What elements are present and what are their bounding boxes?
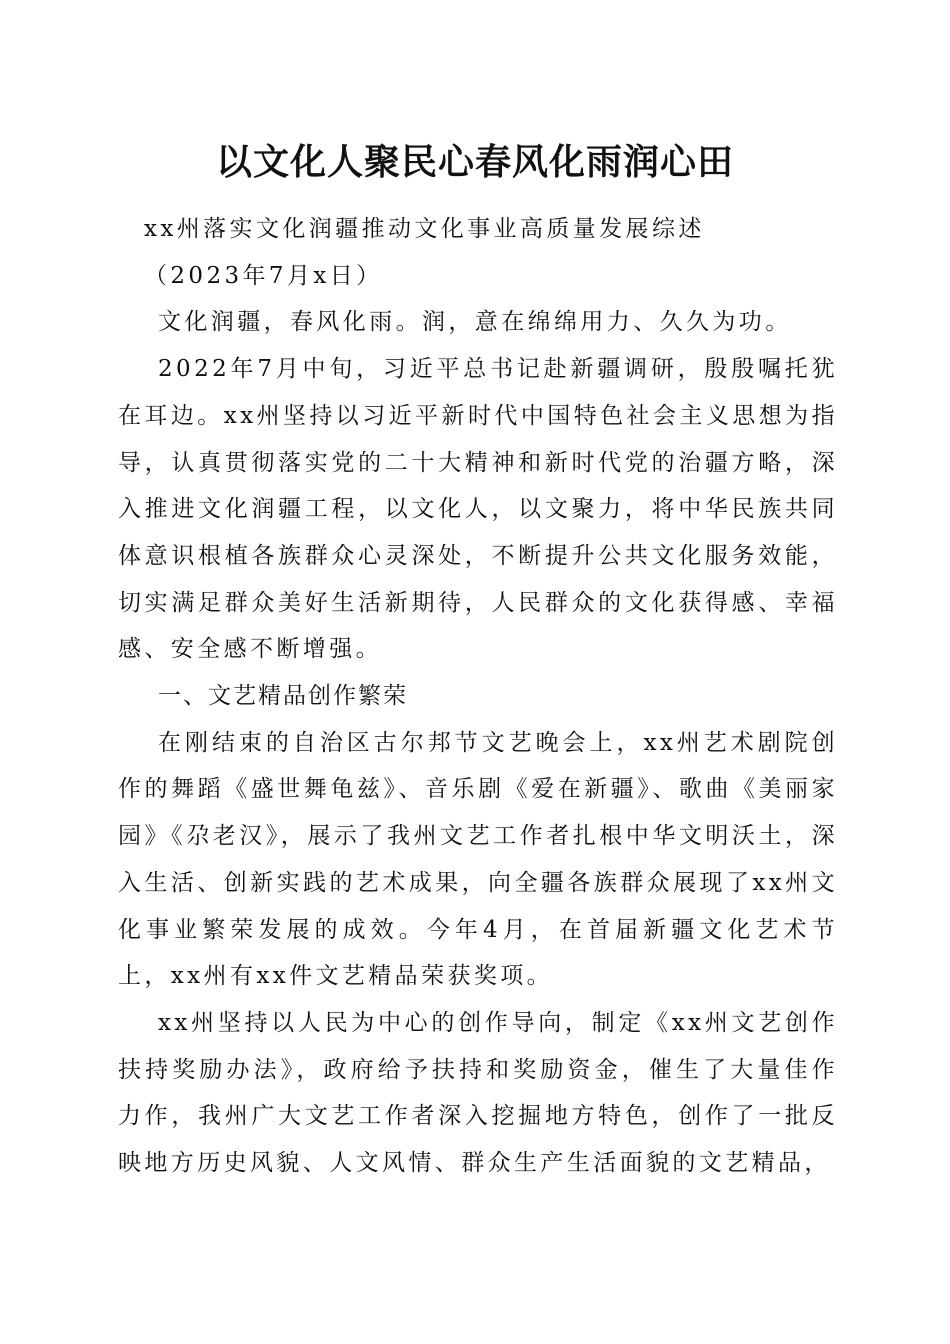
section-paragraph: 在刚结束的自治区古尔邦节文艺晚会上，xx州艺术剧院创作的舞蹈《盛世舞龟兹》、音乐剧《爱在新疆》、歌曲《美丽家园》《尕老汉》，展示了我州文艺工作者扎根中华文明沃土，深入生活、创新实践的艺术成果，向全疆各族群众展现了xx州文化事业繁荣发展的成效。今年4月，在首届新疆文化艺术节上，xx州有xx件文艺精品荣获奖项。: [118, 729, 838, 990]
background-paragraph: 2022年7月中旬，习近平总书记赴新疆调研，殷殷嘱托犹在耳边。xx州坚持以习近平新时代中国特色社会主义思想为指导，认真贯彻落实党的二十大精神和新时代党的治疆方略，深入推进文化润疆工程，以文化人，以文聚力，将中华民族共同体意识根植各族群众心灵深处，不断提升公共文化服务效能，切实满足群众美好生活新期待，人民群众的文化获得感、幸福感、安全感不断增强。: [118, 356, 838, 663]
section-paragraph: xx州坚持以人民为中心的创作导向，制定《xx州文艺创作扶持奖励办法》，政府给予扶持和奖励资金，催生了大量佳作力作，我州广大文艺工作者深入挖掘地方特色，创作了一批反映地方历史风貌、人文风情、群众生产生活面貌的文艺精品，: [118, 1009, 838, 1177]
section-heading: 一、文艺精品创作繁荣: [158, 683, 408, 710]
document-date: （2023年7月x日）: [144, 262, 383, 289]
intro-paragraph: 文化润疆，春风化雨。润，意在绵绵用力、久久为功。: [158, 309, 792, 336]
document-body: [118, 206, 838, 1187]
document-subtitle: xx州落实文化润疆推动文化事业高质量发展综述: [144, 216, 705, 242]
document-title: 以文化人聚民心春风化雨润心田: [215, 141, 734, 183]
